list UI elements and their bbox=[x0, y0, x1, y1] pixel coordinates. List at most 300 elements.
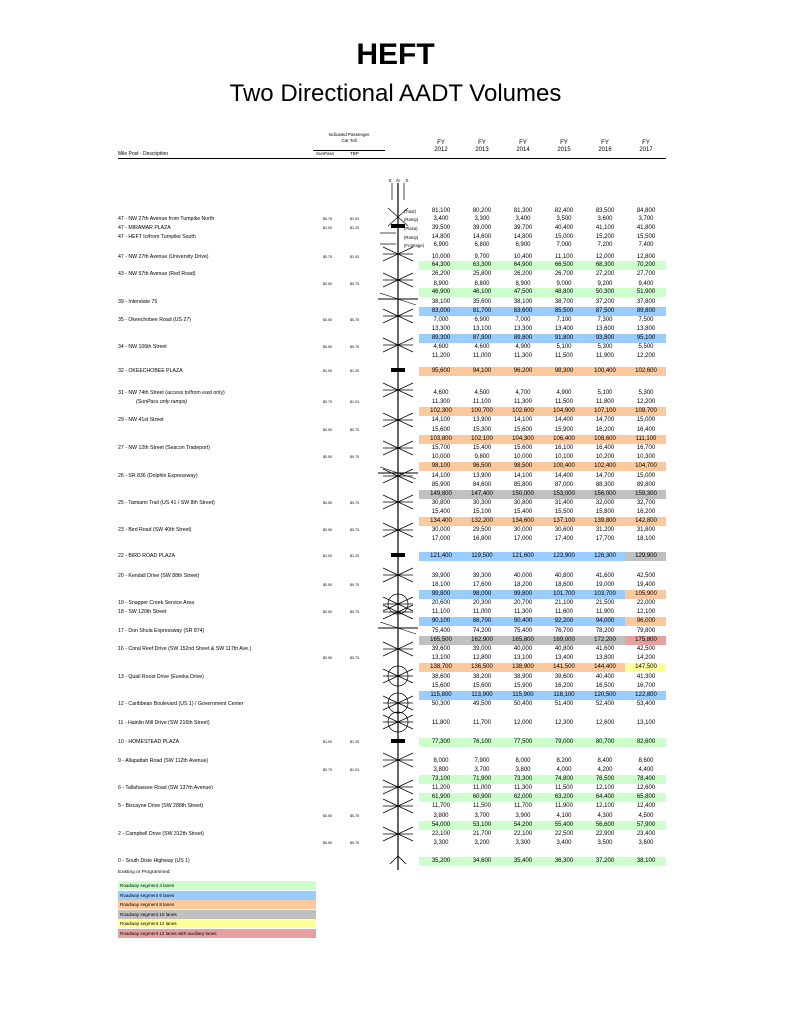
sunpass-toll: $1.00 bbox=[323, 740, 332, 744]
aadt-value-2017: 15,000 bbox=[636, 473, 656, 479]
aadt-value-2015: 153,000 bbox=[553, 491, 575, 497]
aadt-value-2013: 9,800 bbox=[474, 454, 490, 460]
aadt-value-2015: 98,300 bbox=[554, 368, 574, 374]
milepost-description: 16 - Coral Reef Drive (SW 152nd Street & SW 117th Ave.) bbox=[118, 646, 252, 652]
aadt-value-2014: 104,300 bbox=[512, 436, 534, 442]
aadt-value-2013: 6,800 bbox=[474, 242, 490, 248]
aadt-value-2012: 11,200 bbox=[432, 353, 450, 359]
aadt-value-2015: 169,000 bbox=[553, 637, 575, 643]
aadt-value-2014: 50,400 bbox=[513, 701, 533, 707]
aadt-value-2012: 134,400 bbox=[430, 518, 452, 524]
aadt-value-2012: 26,200 bbox=[431, 271, 451, 277]
aadt-value-2012: 102,300 bbox=[430, 408, 452, 414]
sunpass-toll: $1.00 bbox=[323, 226, 332, 230]
aadt-value-2013: 3,700 bbox=[474, 813, 490, 819]
milepost-description: 2 - Campbell Drive (SW 312th Street) bbox=[118, 831, 204, 837]
aadt-value-2015: 40,800 bbox=[554, 573, 574, 579]
sunpass-toll: $0.50 bbox=[323, 583, 332, 587]
aadt-value-2014: 121,600 bbox=[512, 553, 534, 559]
aadt-value-2015: 31,400 bbox=[554, 500, 574, 506]
aadt-value-2017: 5,300 bbox=[638, 390, 654, 396]
aadt-value-2014: 26,200 bbox=[513, 271, 533, 277]
aadt-value-2012: 18,100 bbox=[431, 582, 451, 588]
aadt-value-2016: 83,500 bbox=[595, 208, 615, 214]
aadt-value-2013: 96,500 bbox=[472, 463, 492, 469]
table-row bbox=[0, 793, 791, 802]
table-row bbox=[0, 663, 791, 672]
aadt-value-2016: 4,300 bbox=[597, 813, 613, 819]
aadt-value-2014: 99,800 bbox=[513, 591, 533, 597]
aadt-value-2012: 6,900 bbox=[433, 242, 449, 248]
table-row bbox=[0, 812, 791, 821]
aadt-value-2012: 3,800 bbox=[433, 813, 449, 819]
aadt-value-2015: 101,700 bbox=[553, 591, 575, 597]
fy-label: FY bbox=[642, 140, 650, 146]
aadt-value-2016: 144,400 bbox=[594, 664, 616, 670]
aadt-value-2016: 126,300 bbox=[594, 553, 616, 559]
aadt-value-2016: 50,300 bbox=[595, 289, 615, 295]
table-row bbox=[0, 444, 791, 453]
aadt-value-2012: 11,700 bbox=[432, 803, 450, 809]
aadt-value-2016: 78,200 bbox=[595, 628, 615, 634]
aadt-value-2012: 103,800 bbox=[430, 436, 452, 442]
aadt-value-2017: 12,600 bbox=[636, 785, 656, 791]
aadt-value-2015: 16,100 bbox=[554, 445, 574, 451]
aadt-value-2013: 94,100 bbox=[472, 368, 492, 374]
aadt-value-2016: 17,700 bbox=[595, 536, 615, 542]
aadt-value-2013: 13,100 bbox=[472, 326, 492, 332]
table-row bbox=[0, 517, 791, 526]
aadt-value-2013: 11,000 bbox=[473, 785, 491, 791]
table-row bbox=[0, 636, 791, 645]
aadt-value-2016: 5,300 bbox=[597, 344, 613, 350]
aadt-value-2015: 79,000 bbox=[554, 739, 574, 745]
aadt-value-2015: 18,600 bbox=[554, 582, 574, 588]
aadt-value-2017: 10,300 bbox=[636, 454, 656, 460]
aadt-value-2017: 27,700 bbox=[636, 271, 656, 277]
aadt-value-2015: 48,800 bbox=[554, 289, 574, 295]
sunpass-toll: $0.75 bbox=[323, 768, 332, 772]
milepost-description: 47 - NW 27th Avenue (University Drive) bbox=[118, 254, 209, 260]
aadt-value-2016: 102,400 bbox=[594, 463, 616, 469]
aadt-value-2014: 40,000 bbox=[513, 646, 533, 652]
aadt-value-2017: 96,000 bbox=[636, 618, 656, 624]
table-row bbox=[0, 645, 791, 654]
aadt-value-2015: 26,700 bbox=[554, 271, 574, 277]
tbp-toll: $1.03 bbox=[350, 400, 359, 404]
aadt-value-2016: 52,400 bbox=[595, 701, 615, 707]
table-row bbox=[0, 719, 791, 728]
aadt-value-2016: 11,900 bbox=[596, 609, 614, 615]
aadt-value-2017: 23,400 bbox=[636, 831, 656, 837]
aadt-value-2012: 149,800 bbox=[430, 491, 452, 497]
milepost-description: 39 - Interstate 75 bbox=[118, 299, 158, 305]
aadt-value-2017: 22,000 bbox=[636, 600, 656, 606]
aadt-value-2016: 27,200 bbox=[595, 271, 615, 277]
aadt-value-2017: 12,200 bbox=[636, 353, 656, 359]
table-row bbox=[0, 700, 791, 709]
milepost-description: 20 - Kendall Drive (SW 88th Street) bbox=[118, 573, 200, 579]
table-row bbox=[0, 627, 791, 636]
aadt-value-2017: 70,200 bbox=[636, 262, 656, 268]
aadt-value-2012: 39,900 bbox=[431, 573, 451, 579]
aadt-value-2014: 6,900 bbox=[515, 242, 531, 248]
aadt-value-2017: 8,600 bbox=[638, 758, 654, 764]
table-row bbox=[0, 572, 791, 581]
aadt-value-2012: 20,600 bbox=[431, 600, 451, 606]
milepost-description: 29 - NW 41st Street bbox=[118, 417, 164, 423]
aadt-value-2015: 82,400 bbox=[554, 208, 574, 214]
aadt-value-2012: 115,800 bbox=[430, 692, 452, 698]
aadt-value-2016: 94,000 bbox=[595, 618, 615, 624]
aadt-value-2017: 3,600 bbox=[638, 840, 654, 846]
aadt-value-2013: 25,800 bbox=[472, 271, 492, 277]
aadt-value-2015: 36,300 bbox=[554, 858, 574, 864]
tbp-toll: $0.75 bbox=[350, 583, 359, 587]
aadt-value-2013: 46,100 bbox=[472, 289, 492, 295]
aadt-value-2014: 3,800 bbox=[515, 767, 531, 773]
fy-label: FY bbox=[519, 140, 527, 146]
aadt-value-2016: 15,800 bbox=[595, 509, 615, 515]
milepost-description: 10 - HOMESTEAD PLAZA bbox=[118, 739, 180, 745]
table-row bbox=[0, 784, 791, 793]
aadt-value-2014: 13,100 bbox=[513, 655, 533, 661]
aadt-value-2013: 15,400 bbox=[472, 445, 492, 451]
legend-item: Roadway segment 6 lanes bbox=[118, 891, 316, 900]
table-row bbox=[0, 691, 791, 700]
aadt-value-2013: 20,300 bbox=[472, 600, 492, 606]
aadt-value-2014: 3,900 bbox=[515, 813, 531, 819]
aadt-value-2014: 138,900 bbox=[512, 664, 534, 670]
aadt-value-2014: 12,000 bbox=[513, 720, 533, 726]
table-row bbox=[0, 426, 791, 435]
aadt-value-2014: 20,700 bbox=[513, 600, 533, 606]
aadt-value-2012: 11,800 bbox=[432, 720, 450, 726]
aadt-value-2014: 134,600 bbox=[512, 518, 534, 524]
aadt-value-2017: 7,500 bbox=[638, 317, 654, 323]
fy-label: FY bbox=[437, 140, 445, 146]
aadt-value-2015: 92,200 bbox=[554, 618, 574, 624]
aadt-value-2017: 3,700 bbox=[638, 216, 654, 222]
aadt-value-2012: 17,000 bbox=[431, 536, 451, 542]
table-row bbox=[0, 526, 791, 535]
aadt-value-2015: 7,100 bbox=[556, 317, 572, 323]
aadt-value-2012: 85,900 bbox=[431, 482, 451, 488]
aadt-value-2014: 89,800 bbox=[513, 335, 533, 341]
milepost-description: 9 - Allapattah Road (SW 112th Avenue) bbox=[118, 758, 209, 764]
aadt-value-2013: 11,700 bbox=[473, 720, 491, 726]
aadt-value-2017: 13,100 bbox=[636, 720, 656, 726]
aadt-value-2014: 13,300 bbox=[513, 326, 533, 332]
milepost-description: 26 - SR 836 (Dolphin Expressway) bbox=[118, 473, 198, 479]
aadt-value-2014: 8,900 bbox=[515, 281, 531, 287]
legend-item: Roadway segment 10 lanes bbox=[118, 910, 316, 919]
aadt-value-2016: 107,100 bbox=[594, 408, 616, 414]
tbp-toll: $0.75 bbox=[350, 656, 359, 660]
aadt-value-2016: 40,400 bbox=[595, 674, 615, 680]
aadt-value-2016: 41,600 bbox=[595, 573, 615, 579]
aadt-value-2017: 53,400 bbox=[636, 701, 656, 707]
aadt-value-2014: 3,400 bbox=[515, 216, 531, 222]
aadt-value-2015: 5,100 bbox=[556, 344, 572, 350]
aadt-value-2013: 63,300 bbox=[472, 262, 492, 268]
aadt-value-2013: 162,900 bbox=[471, 637, 493, 643]
aadt-value-2013: 6,900 bbox=[474, 317, 490, 323]
aadt-value-2013: 98,000 bbox=[472, 591, 492, 597]
page-title: HEFT bbox=[356, 38, 435, 71]
table-row bbox=[0, 481, 791, 490]
aadt-value-2015: 85,500 bbox=[554, 308, 574, 314]
aadt-value-2016: 11,900 bbox=[596, 353, 614, 359]
toll-header-line-2: Car Toll bbox=[341, 138, 357, 143]
fy-year: 2016 bbox=[598, 147, 612, 153]
tbp-toll: $0.75 bbox=[350, 428, 359, 432]
aadt-value-2012: 30,000 bbox=[431, 527, 451, 533]
fy-label: FY bbox=[560, 140, 568, 146]
aadt-value-2013: 136,500 bbox=[471, 664, 493, 670]
aadt-value-2015: 30,600 bbox=[554, 527, 574, 533]
aadt-value-2012: 35,200 bbox=[431, 858, 451, 864]
aadt-value-2017: 42,500 bbox=[636, 646, 656, 652]
aadt-value-2017: 38,100 bbox=[636, 858, 656, 864]
milepost-description: 22 - BIRD ROAD PLAZA bbox=[118, 553, 176, 559]
milepost-description: 11 - Hainlin Mill Drive (SW 216th Street) bbox=[118, 720, 210, 726]
table-row bbox=[0, 654, 791, 663]
aadt-value-2016: 87,500 bbox=[595, 308, 615, 314]
aadt-value-2016: 13,600 bbox=[595, 326, 615, 332]
sunpass-toll: $0.50 bbox=[323, 656, 332, 660]
tbp-toll: $1.25 bbox=[350, 554, 359, 558]
table-row bbox=[0, 599, 791, 608]
aadt-value-2012: 138,700 bbox=[430, 664, 452, 670]
aadt-value-2014: 14,800 bbox=[513, 234, 533, 240]
aadt-value-2013: 4,600 bbox=[474, 344, 490, 350]
aadt-value-2016: 120,500 bbox=[594, 692, 616, 698]
tbp-toll: $1.25 bbox=[350, 226, 359, 230]
aadt-value-2016: 7,300 bbox=[597, 317, 613, 323]
aadt-value-2016: 7,200 bbox=[597, 242, 613, 248]
table-row bbox=[0, 398, 791, 407]
table-row bbox=[0, 775, 791, 784]
aadt-value-2017: 82,600 bbox=[636, 739, 656, 745]
table-row bbox=[0, 416, 791, 425]
aadt-value-2016: 108,600 bbox=[594, 436, 616, 442]
table-row bbox=[0, 270, 791, 279]
aadt-value-2012: 14,100 bbox=[431, 473, 451, 479]
table-row bbox=[0, 307, 791, 316]
aadt-value-2012: 3,800 bbox=[433, 767, 449, 773]
aadt-value-2017: 9,400 bbox=[638, 281, 654, 287]
aadt-value-2016: 68,300 bbox=[595, 262, 615, 268]
aadt-value-2012: 4,600 bbox=[433, 390, 449, 396]
tbp-toll: $0.75 bbox=[350, 282, 359, 286]
aadt-value-2017: 175,800 bbox=[635, 637, 657, 643]
aadt-value-2016: 41,100 bbox=[595, 225, 615, 231]
aadt-value-2014: 11,300 bbox=[514, 785, 532, 791]
tbp-toll: $0.75 bbox=[350, 455, 359, 459]
aadt-value-2013: 80,200 bbox=[472, 208, 492, 214]
aadt-value-2015: 4,000 bbox=[556, 767, 572, 773]
legend-heading: Existing or Programmed: bbox=[118, 870, 171, 875]
aadt-value-2013: 21,700 bbox=[472, 831, 492, 837]
aadt-value-2014: 15,600 bbox=[513, 445, 533, 451]
table-row bbox=[0, 241, 791, 250]
aadt-value-2014: 62,000 bbox=[513, 794, 533, 800]
aadt-value-2012: 64,300 bbox=[431, 262, 451, 268]
aadt-value-2013: 15,600 bbox=[472, 683, 492, 689]
aadt-value-2012: 15,600 bbox=[431, 683, 451, 689]
aadt-value-2015: 40,400 bbox=[554, 225, 574, 231]
aadt-value-2012: 11,200 bbox=[432, 785, 450, 791]
sunpass-column-header: SunPass bbox=[316, 151, 335, 156]
sunpass-toll: $1.00 bbox=[323, 369, 332, 373]
segment-tag: (Total) bbox=[404, 209, 416, 214]
milepost-description: 47 - MIRAMAR PLAZA bbox=[118, 225, 171, 231]
table-row bbox=[0, 821, 791, 830]
aadt-value-2017: 19,400 bbox=[636, 582, 656, 588]
table-row bbox=[0, 288, 791, 297]
aadt-value-2012: 15,400 bbox=[431, 509, 451, 515]
aadt-value-2017: 13,800 bbox=[636, 326, 656, 332]
aadt-value-2014: 75,400 bbox=[513, 628, 533, 634]
aadt-value-2013: 39,000 bbox=[472, 225, 492, 231]
aadt-value-2013: 11,000 bbox=[473, 609, 491, 615]
aadt-value-2016: 12,100 bbox=[595, 803, 615, 809]
aadt-value-2016: 32,000 bbox=[595, 500, 615, 506]
aadt-value-2014: 7,000 bbox=[515, 317, 531, 323]
fy-year: 2012 bbox=[434, 147, 448, 153]
aadt-value-2014: 17,000 bbox=[513, 536, 533, 542]
aadt-value-2014: 38,100 bbox=[513, 299, 533, 305]
table-row bbox=[0, 830, 791, 839]
aadt-value-2013: 30,300 bbox=[472, 500, 492, 506]
segment-tag: (Ramp) bbox=[404, 217, 419, 222]
aadt-value-2013: 4,500 bbox=[474, 390, 490, 396]
aadt-value-2016: 31,200 bbox=[595, 527, 615, 533]
aadt-value-2013: 3,700 bbox=[474, 767, 490, 773]
aadt-value-2012: 38,100 bbox=[431, 299, 451, 305]
aadt-value-2016: 21,500 bbox=[595, 600, 615, 606]
aadt-value-2016: 93,800 bbox=[595, 335, 615, 341]
aadt-value-2017: 102,600 bbox=[635, 368, 657, 374]
milepost-description: (SunPass only ramps) bbox=[136, 399, 188, 405]
aadt-value-2013: 13,900 bbox=[472, 417, 492, 423]
aadt-value-2016: 41,600 bbox=[595, 646, 615, 652]
aadt-value-2013: 88,700 bbox=[472, 618, 492, 624]
aadt-value-2016: 19,000 bbox=[595, 582, 615, 588]
aadt-value-2012: 81,100 bbox=[431, 208, 451, 214]
aadt-value-2012: 13,100 bbox=[431, 655, 451, 661]
aadt-value-2017: 159,300 bbox=[635, 491, 657, 497]
aadt-value-2015: 8,200 bbox=[556, 758, 572, 764]
aadt-value-2015: 11,900 bbox=[555, 803, 573, 809]
aadt-value-2012: 99,800 bbox=[431, 591, 451, 597]
table-row bbox=[0, 462, 791, 471]
sunpass-toll: $0.50 bbox=[323, 455, 332, 459]
aadt-value-2012: 90,100 bbox=[431, 618, 451, 624]
aadt-value-2016: 12,000 bbox=[595, 254, 615, 260]
aadt-value-2017: 78,400 bbox=[636, 776, 656, 782]
compass-label: S bbox=[405, 178, 409, 183]
sunpass-toll: $0.75 bbox=[323, 400, 332, 404]
table-row bbox=[0, 472, 791, 481]
aadt-value-2014: 150,000 bbox=[512, 491, 534, 497]
tbp-toll: $0.75 bbox=[350, 814, 359, 818]
aadt-value-2016: 100,400 bbox=[594, 368, 616, 374]
aadt-value-2012: 77,300 bbox=[431, 739, 451, 745]
aadt-value-2012: 11,100 bbox=[432, 609, 450, 615]
aadt-value-2013: 17,600 bbox=[472, 582, 492, 588]
milepost-description: 23 - Bird Road (SW 40th Street) bbox=[118, 527, 192, 533]
aadt-value-2015: 87,000 bbox=[554, 482, 574, 488]
milepost-description: 34 - NW 106th Street bbox=[118, 344, 167, 350]
aadt-value-2015: 11,100 bbox=[555, 254, 573, 260]
aadt-value-2017: 12,800 bbox=[636, 254, 656, 260]
aadt-value-2013: 113,900 bbox=[471, 692, 493, 698]
aadt-value-2013: 11,100 bbox=[473, 399, 491, 405]
aadt-value-2013: 35,600 bbox=[472, 299, 492, 305]
milepost-description: 47 - NW 27th Avenue from Tumpike North bbox=[118, 216, 215, 222]
table-row bbox=[0, 343, 791, 352]
aadt-value-2014: 73,300 bbox=[513, 776, 533, 782]
aadt-value-2012: 121,400 bbox=[430, 553, 452, 559]
aadt-value-2013: 11,500 bbox=[473, 803, 491, 809]
aadt-value-2016: 15,200 bbox=[595, 234, 615, 240]
milepost-description: 17 - Don Shula Expressway (SR 874) bbox=[118, 628, 205, 634]
aadt-value-2014: 15,900 bbox=[513, 683, 533, 689]
aadt-value-2017: 129,900 bbox=[635, 553, 657, 559]
table-row bbox=[0, 261, 791, 270]
table-row bbox=[0, 224, 791, 233]
aadt-value-2014: 81,300 bbox=[513, 208, 533, 214]
aadt-value-2015: 76,700 bbox=[554, 628, 574, 634]
aadt-value-2012: 7,000 bbox=[433, 317, 449, 323]
table-row bbox=[0, 316, 791, 325]
aadt-value-2012: 54,000 bbox=[431, 822, 451, 828]
table-row bbox=[0, 839, 791, 848]
fy-label: FY bbox=[601, 140, 609, 146]
aadt-value-2013: 87,900 bbox=[472, 335, 492, 341]
aadt-value-2017: 4,400 bbox=[638, 767, 654, 773]
aadt-value-2014: 115,900 bbox=[512, 692, 534, 698]
aadt-value-2016: 5,100 bbox=[597, 390, 613, 396]
aadt-value-2016: 12,600 bbox=[595, 720, 615, 726]
aadt-value-2015: 104,900 bbox=[553, 408, 575, 414]
tbp-toll: $1.03 bbox=[350, 217, 359, 221]
table-row bbox=[0, 367, 791, 376]
aadt-value-2015: 15,500 bbox=[554, 509, 574, 515]
milepost-description: 19 - Snapper Creek Service Area bbox=[118, 600, 195, 606]
aadt-value-2017: 5,500 bbox=[638, 344, 654, 350]
aadt-value-2013: 16,800 bbox=[472, 536, 492, 542]
aadt-value-2013: 29,500 bbox=[472, 527, 492, 533]
aadt-value-2013: 3,300 bbox=[474, 216, 490, 222]
aadt-value-2013: 12,800 bbox=[472, 655, 492, 661]
table-row bbox=[0, 857, 791, 866]
aadt-value-2014: 15,400 bbox=[513, 509, 533, 515]
aadt-value-2015: 39,600 bbox=[554, 674, 574, 680]
aadt-value-2014: 11,300 bbox=[514, 399, 532, 405]
aadt-value-2017: 32,700 bbox=[636, 500, 656, 506]
aadt-value-2014: 40,000 bbox=[513, 573, 533, 579]
table-row bbox=[0, 352, 791, 361]
table-row bbox=[0, 552, 791, 561]
aadt-value-2016: 37,200 bbox=[595, 858, 615, 864]
aadt-value-2013: 102,100 bbox=[471, 436, 493, 442]
aadt-value-2013: 71,900 bbox=[472, 776, 492, 782]
aadt-value-2012: 15,700 bbox=[431, 445, 451, 451]
aadt-value-2017: 4,500 bbox=[638, 813, 654, 819]
